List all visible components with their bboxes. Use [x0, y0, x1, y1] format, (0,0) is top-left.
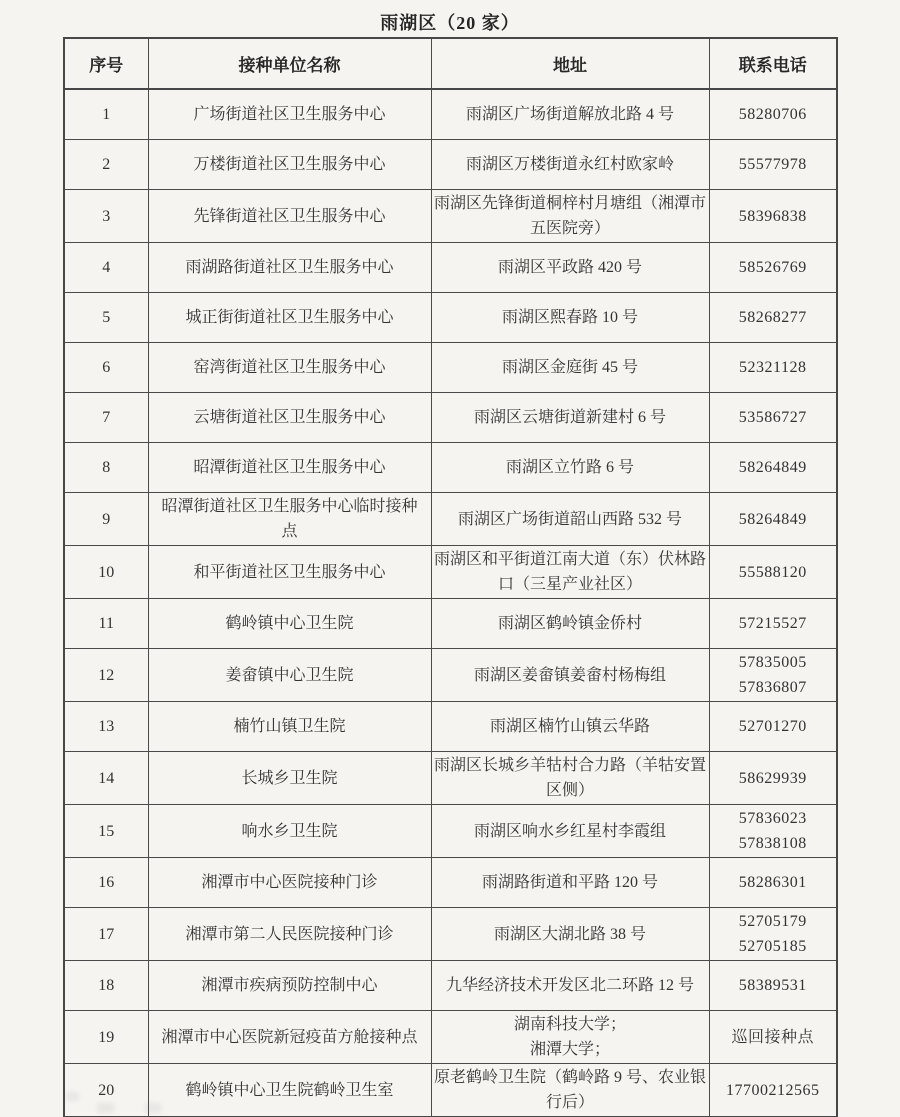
cell-phone: 58286301 [709, 858, 837, 908]
table-row [64, 140, 837, 190]
table-row [64, 908, 837, 961]
cell-serial-number: 4 [64, 243, 148, 293]
table-row [64, 89, 837, 140]
cell-serial-number: 1 [64, 89, 148, 140]
cell-phone: 52705179 52705185 [709, 908, 837, 961]
cell-phone: 58396838 [709, 190, 837, 243]
cell-address: 雨湖区楠竹山镇云华路 [431, 702, 709, 752]
cell-phone: 57835005 57836807 [709, 649, 837, 702]
scan-artifact-smudge [66, 1092, 79, 1101]
cell-unit-name: 湘潭市中心医院新冠疫苗方舱接种点 [148, 1011, 431, 1064]
cell-phone: 52701270 [709, 702, 837, 752]
scan-artifact-smudge [97, 1103, 114, 1113]
cell-serial-number: 7 [64, 393, 148, 443]
cell-address: 雨湖区响水乡红星村李霞组 [431, 805, 709, 858]
cell-unit-name: 长城乡卫生院 [148, 752, 431, 805]
cell-phone: 巡回接种点 [709, 1011, 837, 1064]
cell-unit-name: 昭潭街道社区卫生服务中心 [148, 443, 431, 493]
cell-phone: 58280706 [709, 89, 837, 140]
cell-phone: 58389531 [709, 961, 837, 1011]
cell-unit-name: 湘潭市第二人民医院接种门诊 [148, 908, 431, 961]
table-row [64, 1064, 837, 1117]
table-row [64, 752, 837, 805]
cell-phone: 58629939 [709, 752, 837, 805]
page-title: 雨湖区（20 家） [380, 13, 520, 33]
cell-serial-number: 19 [64, 1011, 148, 1064]
cell-unit-name: 姜畲镇中心卫生院 [148, 649, 431, 702]
cell-phone: 58264849 [709, 493, 837, 546]
cell-unit-name: 广场街道社区卫生服务中心 [148, 89, 431, 140]
cell-unit-name: 城正街街道社区卫生服务中心 [148, 293, 431, 343]
table-row [64, 805, 837, 858]
col-header-name: 接种单位名称 [148, 38, 431, 89]
cell-phone: 52321128 [709, 343, 837, 393]
table-row [64, 961, 837, 1011]
table-row [64, 1011, 837, 1064]
cell-serial-number: 10 [64, 546, 148, 599]
cell-unit-name: 楠竹山镇卫生院 [148, 702, 431, 752]
cell-unit-name: 先锋街道社区卫生服务中心 [148, 190, 431, 243]
cell-serial-number: 20 [64, 1064, 148, 1117]
cell-address: 雨湖区金庭街 45 号 [431, 343, 709, 393]
cell-address: 雨湖区大湖北路 38 号 [431, 908, 709, 961]
cell-phone: 17700212565 [709, 1064, 837, 1117]
cell-address: 雨湖区熙春路 10 号 [431, 293, 709, 343]
table-row [64, 858, 837, 908]
cell-address: 九华经济技术开发区北二环路 12 号 [431, 961, 709, 1011]
cell-address: 雨湖区万楼街道永红村欧家岭 [431, 140, 709, 190]
header-row [64, 38, 837, 89]
table-row [64, 293, 837, 343]
cell-unit-name: 窑湾街道社区卫生服务中心 [148, 343, 431, 393]
table-row [64, 702, 837, 752]
cell-unit-name: 鹤岭镇中心卫生院鹤岭卫生室 [148, 1064, 431, 1117]
table-row [64, 393, 837, 443]
table-row [64, 493, 837, 546]
cell-serial-number: 17 [64, 908, 148, 961]
cell-phone: 53586727 [709, 393, 837, 443]
cell-serial-number: 16 [64, 858, 148, 908]
cell-address: 雨湖路街道和平路 120 号 [431, 858, 709, 908]
vaccination-sites-table [63, 37, 838, 1117]
table-row [64, 546, 837, 599]
table-row [64, 343, 837, 393]
cell-unit-name: 万楼街道社区卫生服务中心 [148, 140, 431, 190]
cell-address: 雨湖区姜畲镇姜畲村杨梅组 [431, 649, 709, 702]
table-header [64, 38, 837, 89]
col-header-phone: 联系电话 [709, 38, 837, 89]
cell-address: 雨湖区长城乡羊牯村合力路（羊牯安置 区侧） [431, 752, 709, 805]
scan-artifact-smudge [145, 1103, 161, 1113]
cell-unit-name: 鹤岭镇中心卫生院 [148, 599, 431, 649]
cell-phone: 58526769 [709, 243, 837, 293]
table-row [64, 190, 837, 243]
cell-phone: 58268277 [709, 293, 837, 343]
cell-serial-number: 11 [64, 599, 148, 649]
cell-serial-number: 15 [64, 805, 148, 858]
cell-address: 雨湖区立竹路 6 号 [431, 443, 709, 493]
cell-unit-name: 云塘街道社区卫生服务中心 [148, 393, 431, 443]
cell-unit-name: 雨湖路街道社区卫生服务中心 [148, 243, 431, 293]
cell-address: 雨湖区广场街道解放北路 4 号 [431, 89, 709, 140]
cell-phone: 57836023 57838108 [709, 805, 837, 858]
cell-unit-name: 湘潭市中心医院接种门诊 [148, 858, 431, 908]
cell-phone: 55588120 [709, 546, 837, 599]
cell-serial-number: 5 [64, 293, 148, 343]
cell-address: 湖南科技大学； 湘潭大学； [431, 1011, 709, 1064]
cell-address: 雨湖区先锋街道桐梓村月塘组（湘潭市 五医院旁） [431, 190, 709, 243]
cell-serial-number: 8 [64, 443, 148, 493]
cell-serial-number: 12 [64, 649, 148, 702]
cell-serial-number: 6 [64, 343, 148, 393]
cell-address: 雨湖区广场街道韶山西路 532 号 [431, 493, 709, 546]
cell-serial-number: 9 [64, 493, 148, 546]
cell-address: 雨湖区平政路 420 号 [431, 243, 709, 293]
cell-unit-name: 昭潭街道社区卫生服务中心临时接种 点 [148, 493, 431, 546]
cell-address: 雨湖区鹤岭镇金侨村 [431, 599, 709, 649]
cell-phone: 58264849 [709, 443, 837, 493]
cell-address: 原老鹤岭卫生院（鹤岭路 9 号、农业银 行后） [431, 1064, 709, 1117]
cell-unit-name: 湘潭市疾病预防控制中心 [148, 961, 431, 1011]
table-row [64, 649, 837, 702]
cell-serial-number: 14 [64, 752, 148, 805]
cell-serial-number: 18 [64, 961, 148, 1011]
cell-serial-number: 3 [64, 190, 148, 243]
cell-address: 雨湖区和平街道江南大道（东）伏林路 口（三星产业社区） [431, 546, 709, 599]
cell-phone: 57215527 [709, 599, 837, 649]
col-header-address: 地址 [431, 38, 709, 89]
table-body [64, 89, 837, 1117]
cell-phone: 55577978 [709, 140, 837, 190]
cell-unit-name: 和平街道社区卫生服务中心 [148, 546, 431, 599]
table-row [64, 243, 837, 293]
cell-serial-number: 2 [64, 140, 148, 190]
table-row [64, 443, 837, 493]
cell-unit-name: 响水乡卫生院 [148, 805, 431, 858]
cell-serial-number: 13 [64, 702, 148, 752]
col-header-no: 序号 [64, 38, 148, 89]
table-row [64, 599, 837, 649]
cell-address: 雨湖区云塘街道新建村 6 号 [431, 393, 709, 443]
